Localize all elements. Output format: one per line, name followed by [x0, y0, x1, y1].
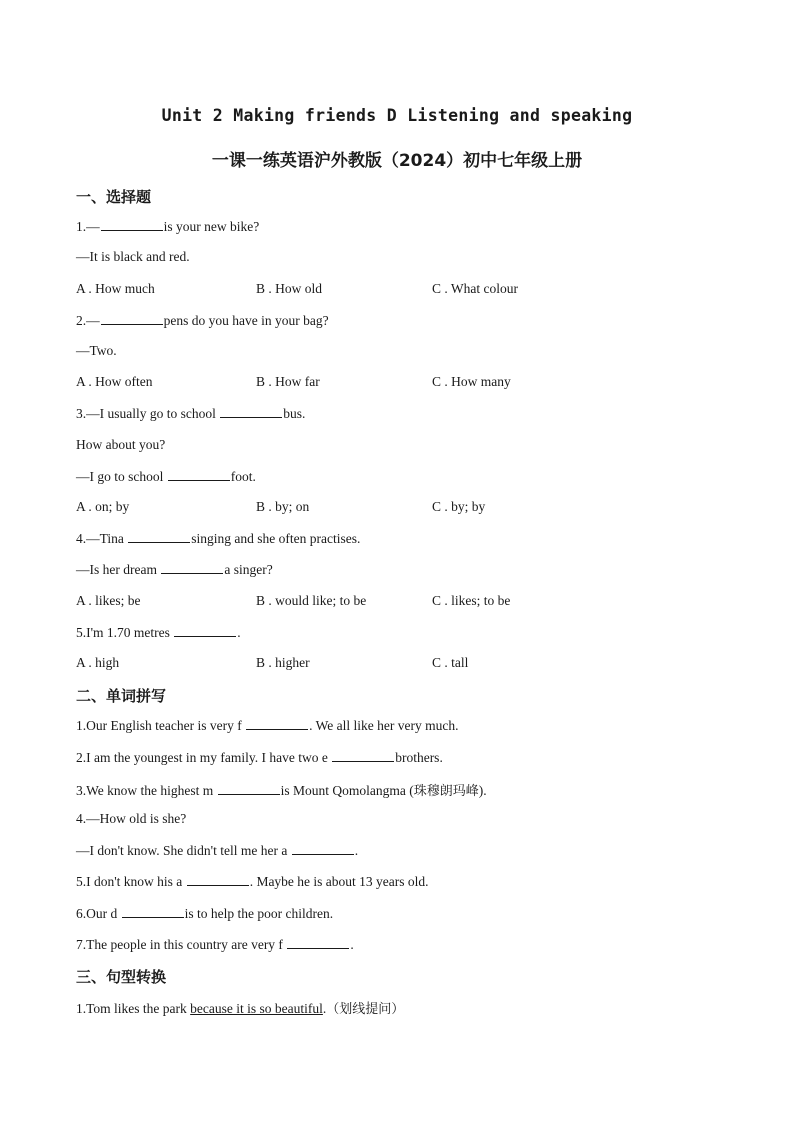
answer-blank[interactable]: [218, 782, 280, 795]
option-a[interactable]: A . high: [76, 655, 120, 670]
question-line: [76, 468, 256, 485]
option-a[interactable]: A . likes; be: [76, 593, 141, 608]
question-text: 1.—: [76, 219, 100, 234]
option-b[interactable]: B . How old: [256, 281, 323, 296]
option-a[interactable]: A . How much: [76, 281, 155, 296]
question-text: bus.: [283, 406, 306, 421]
question-line: —It is black and red.: [76, 249, 190, 264]
answer-blank[interactable]: [287, 936, 349, 949]
answer-blank[interactable]: [101, 218, 163, 231]
question-text: 7.The people in this country are very f: [76, 937, 287, 952]
option-c[interactable]: C . How many: [432, 374, 511, 389]
question-text: .: [237, 625, 241, 640]
question-text: 2.I am the youngest in my family. I have two e: [76, 750, 332, 765]
question-line: [76, 624, 241, 641]
question-text: 4.—Tina: [76, 531, 128, 546]
question-text: pens do you have in your bag?: [163, 313, 329, 328]
question-text: brothers.: [395, 750, 443, 765]
question-text: .: [322, 1001, 327, 1016]
question-text: foot.: [230, 469, 256, 484]
answer-blank[interactable]: [220, 405, 282, 418]
question-text: 5.I don't know his a: [76, 874, 186, 889]
option-c[interactable]: C . What colour: [432, 281, 518, 296]
option-a[interactable]: A . on; by: [76, 499, 130, 514]
question-text: 1.Our English teacher is very f: [76, 718, 246, 733]
question-line: [76, 312, 329, 329]
question-line: [76, 530, 360, 547]
question-line: —Two.: [76, 343, 117, 358]
question-text: —I don't know. She didn't tell me her a: [76, 843, 291, 858]
question-line: [76, 936, 354, 953]
question-line: [76, 717, 458, 734]
answer-blank[interactable]: [128, 530, 190, 543]
document-subtitle: 一课一练英语沪外教版（2024）初中七年级上册: [211, 151, 583, 171]
answer-blank[interactable]: [161, 561, 223, 574]
answer-blank[interactable]: [332, 749, 394, 762]
option-a[interactable]: A . How often: [76, 374, 153, 389]
answer-blank[interactable]: [101, 312, 163, 325]
question-line: [76, 998, 404, 1017]
question-text: .: [354, 843, 359, 858]
question-line: [76, 405, 305, 422]
document-title: Unit 2 Making friends D Listening and speaking: [161, 106, 633, 125]
answer-blank[interactable]: [292, 842, 354, 855]
option-c[interactable]: C . tall: [432, 655, 469, 670]
instruction-note: （划线提问）: [326, 1002, 405, 1017]
question-text: 1.Tom likes the park: [76, 1001, 191, 1016]
question-text: 5.I'm 1.70 metres: [76, 625, 174, 640]
question-line: [76, 905, 333, 922]
question-text: ).: [478, 783, 487, 798]
question-text: .: [350, 937, 354, 952]
chinese-annotation: 珠穆朗玛峰: [413, 784, 479, 799]
underlined-phrase: because it is so beautiful: [190, 1001, 323, 1016]
question-line: 4.—How old is she?: [76, 811, 187, 826]
option-b[interactable]: B . How far: [256, 374, 320, 389]
question-text: —Is her dream: [76, 562, 161, 577]
option-c[interactable]: C . likes; to be: [432, 593, 511, 608]
question-text: —I go to school: [76, 469, 167, 484]
question-text: 3.We know the highest m: [76, 783, 217, 798]
option-b[interactable]: B . would like; to be: [256, 593, 367, 608]
answer-blank[interactable]: [246, 717, 308, 730]
option-c[interactable]: C . by; by: [432, 499, 486, 514]
question-line: [76, 842, 358, 859]
question-line: [76, 780, 487, 799]
answer-blank[interactable]: [187, 873, 249, 886]
question-text: is your new bike?: [163, 219, 260, 234]
question-text: singing and she often practises.: [191, 531, 361, 546]
question-text: 3.—I usually go to school: [76, 406, 220, 421]
question-text: is Mount Qomolangma (: [280, 783, 414, 798]
question-text: 2.—: [76, 313, 100, 328]
answer-blank[interactable]: [168, 468, 230, 481]
question-text: . We all like her very much.: [309, 718, 459, 733]
question-line: [76, 749, 443, 766]
question-line: [76, 873, 429, 890]
option-b[interactable]: B . higher: [256, 655, 310, 670]
answer-blank[interactable]: [122, 905, 184, 918]
question-line: How about you?: [76, 437, 166, 452]
section-heading-sentence-transform: 三、句型转换: [76, 968, 167, 986]
section-heading-spelling: 二、单词拼写: [76, 687, 167, 705]
question-text: 6.Our d: [76, 906, 121, 921]
option-b[interactable]: B . by; on: [256, 499, 310, 514]
answer-blank[interactable]: [174, 624, 236, 637]
question-text: is to help the poor children.: [184, 906, 334, 921]
question-text: . Maybe he is about 13 years old.: [249, 874, 429, 889]
section-heading-multiple-choice: 一、选择题: [76, 188, 152, 206]
question-text: a singer?: [224, 562, 273, 577]
question-line: [76, 561, 273, 578]
question-line: [76, 218, 259, 235]
